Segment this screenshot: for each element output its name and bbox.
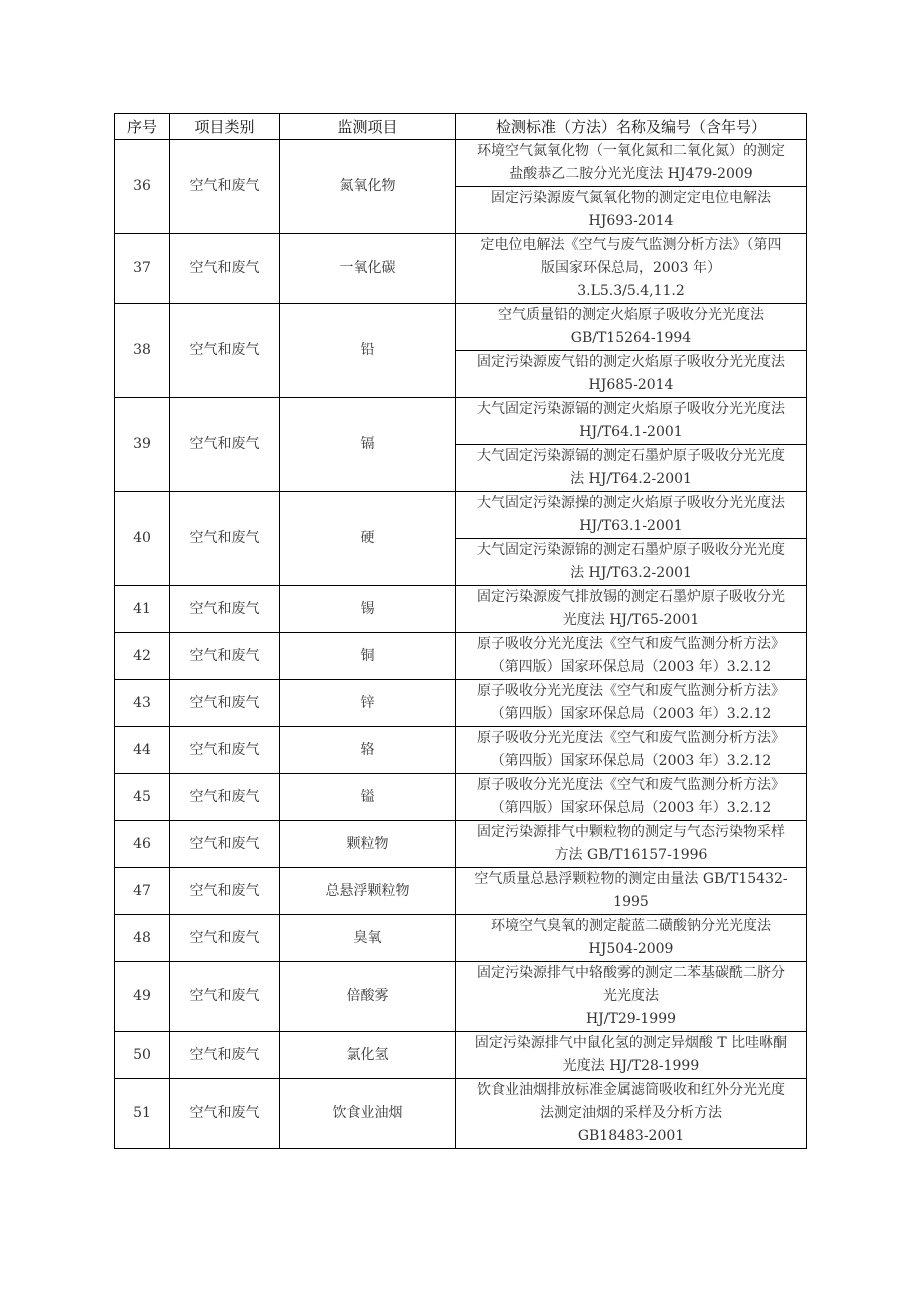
row-item: 镉: [280, 398, 456, 492]
row-number: 46: [115, 821, 170, 868]
standard-line: 大气固定污染源锦的测定石墨炉原子吸收分光光度: [477, 542, 785, 558]
row-category: 空气和废气: [170, 140, 280, 234]
standard-line: HJ/T63.1-2001: [579, 518, 683, 534]
row-standard: [456, 915, 807, 962]
standard-line: GB/T15264-1994: [570, 330, 692, 346]
row-number: 42: [115, 633, 170, 680]
row-category: 空气和废气: [170, 586, 280, 633]
row-item: 锡: [280, 586, 456, 633]
table-row: [115, 1079, 807, 1149]
row-standard: [456, 868, 807, 915]
standard-line: （第四版）国家环保总局（2003 年）3.2.12: [490, 800, 772, 816]
row-standard: [456, 962, 807, 1032]
table-row: [115, 398, 807, 445]
standard-line: 原子吸收分光光度法《空气和废气监测分析方法》: [477, 777, 785, 793]
row-standard: [456, 398, 807, 445]
table-row: [115, 868, 807, 915]
header-standard: 检测标准（方法）名称及编号（含年号）: [456, 114, 807, 140]
row-number: 48: [115, 915, 170, 962]
standard-line: 定电位电解法《空气与废气监测分析方法》（第四: [480, 237, 782, 253]
standard-line: 空气质量铅的测定火焰原子吸收分光光度法: [498, 307, 764, 323]
row-number: 45: [115, 774, 170, 821]
standard-line: 原子吸收分光光度法《空气和废气监测分析方法》: [477, 636, 785, 652]
row-item: 氯化氢: [280, 1032, 456, 1079]
table-row: [115, 727, 807, 774]
row-item: 饮食业油烟: [280, 1079, 456, 1149]
row-category: 空气和废气: [170, 821, 280, 868]
row-category: 空气和废气: [170, 915, 280, 962]
header-row: [115, 114, 807, 140]
row-category: 空气和废气: [170, 774, 280, 821]
standard-line: 大气固定污染源镉的测定石墨炉原子吸收分光光度: [477, 448, 785, 464]
row-standard: [456, 680, 807, 727]
standard-line: 法测定油烟的采样及分析方法: [540, 1105, 722, 1121]
row-category: 空气和废气: [170, 492, 280, 586]
row-standard: [456, 1032, 807, 1079]
row-number: 40: [115, 492, 170, 586]
standard-line: 大气固定污染源操的测定火焰原子吸收分光光度法: [477, 495, 785, 511]
standard-line: 法 HJ/T63.2-2001: [570, 565, 692, 581]
row-category: 空气和废气: [170, 1079, 280, 1149]
standard-line: 饮食业油烟排放标准金属滤筒吸收和红外分光光度: [477, 1082, 785, 1098]
standard-line: 空气质量总悬浮颗粒物的测定由量法 GB/T15432-: [474, 871, 788, 887]
standard-line: HJ/T29-1999: [585, 1011, 677, 1027]
row-number: 39: [115, 398, 170, 492]
standard-line: 固定污染源废气铅的测定火焰原子吸收分光光度法: [477, 354, 785, 370]
table-row: [115, 586, 807, 633]
standard-line: GB18483-2001: [577, 1128, 685, 1144]
standard-line: HJ504-2009: [588, 941, 674, 957]
standard-line: 固定污染源废气氮氧化物的测定定电位电解法: [491, 190, 771, 206]
row-item: 铜: [280, 633, 456, 680]
standard-line: 固定污染源排气中颗粒物的测定与气态污染物采样: [477, 824, 785, 840]
table-row: [115, 234, 807, 304]
row-category: 空气和废气: [170, 962, 280, 1032]
standard-line: 3.L5.3/5.4,11.2: [577, 283, 685, 299]
row-number: 43: [115, 680, 170, 727]
row-standard: [456, 586, 807, 633]
row-number: 47: [115, 868, 170, 915]
row-number: 49: [115, 962, 170, 1032]
standard-line: 方法 GB/T16157-1996: [554, 847, 708, 863]
header-category: 项目类别: [170, 114, 280, 140]
row-item: 氮氧化物: [280, 140, 456, 234]
row-item: 辂: [280, 727, 456, 774]
standard-line: 固定污染源排气中辂酸雾的测定二苯基碳酰二脐分: [477, 965, 785, 981]
standard-line: 盐酸恭乙二胺分光光度法 HJ479-2009: [509, 166, 753, 182]
row-standard: [456, 140, 807, 187]
header-item: 监测项目: [280, 114, 456, 140]
row-number: 44: [115, 727, 170, 774]
table-row: [115, 304, 807, 351]
row-standard: [456, 727, 807, 774]
table-row: [115, 680, 807, 727]
row-category: 空气和废气: [170, 234, 280, 304]
row-item: 臭氧: [280, 915, 456, 962]
standard-line: （第四版）国家环保总局（2003 年）3.2.12: [490, 659, 772, 675]
row-standard: [456, 539, 807, 586]
row-category: 空气和废气: [170, 633, 280, 680]
table-row: [115, 140, 807, 187]
header-no: 序号: [115, 114, 170, 140]
row-standard: [456, 821, 807, 868]
standard-line: （第四版）国家环保总局（2003 年）3.2.12: [490, 753, 772, 769]
table-body: [115, 140, 807, 1149]
table-row: [115, 962, 807, 1032]
row-standard: [456, 187, 807, 234]
standards-table: [114, 113, 807, 1149]
standard-line: 大气固定污染源镉的测定火焰原子吸收分光光度法: [477, 401, 785, 417]
row-item: 铅: [280, 304, 456, 398]
standard-line: 环境空气臭氧的测定靛蓝二磺酸钠分光光度法: [491, 918, 771, 934]
row-number: 36: [115, 140, 170, 234]
standard-line: 固定污染源排气中鼠化氢的测定异烟酸 T 比哇咻酮: [474, 1035, 788, 1051]
table-row: [115, 1032, 807, 1079]
row-item: 硬: [280, 492, 456, 586]
row-number: 50: [115, 1032, 170, 1079]
row-item: 颗粒物: [280, 821, 456, 868]
row-category: 空气和废气: [170, 680, 280, 727]
standard-line: 光光度法: [603, 988, 659, 1004]
row-standard: [456, 304, 807, 351]
row-standard: [456, 234, 807, 304]
row-number: 51: [115, 1079, 170, 1149]
table-row: [115, 492, 807, 539]
table-row: [115, 821, 807, 868]
table-row: [115, 915, 807, 962]
row-category: 空气和废气: [170, 398, 280, 492]
standard-line: 法 HJ/T64.2-2001: [570, 471, 692, 487]
standard-line: 光度法 HJ/T28-1999: [562, 1058, 700, 1074]
standard-line: HJ693-2014: [588, 213, 674, 229]
monitoring-standards-sheet: [114, 113, 807, 1149]
standard-line: 固定污染源废气排放锡的测定石墨炉原子吸收分光: [477, 589, 785, 605]
table-row: [115, 774, 807, 821]
row-item: 锌: [280, 680, 456, 727]
standard-line: 光度法 HJ/T65-2001: [562, 612, 700, 628]
table-row: [115, 633, 807, 680]
standard-line: HJ/T64.1-2001: [579, 424, 683, 440]
row-item: 倍酸雾: [280, 962, 456, 1032]
standard-line: 版国家环保总局，2003 年）: [540, 260, 722, 276]
standard-line: HJ685-2014: [588, 377, 674, 393]
row-item: 总悬浮颗粒物: [280, 868, 456, 915]
row-item: 一氧化碳: [280, 234, 456, 304]
row-standard: [456, 445, 807, 492]
row-category: 空气和废气: [170, 1032, 280, 1079]
row-number: 38: [115, 304, 170, 398]
standard-line: 原子吸收分光光度法《空气和废气监测分析方法》: [477, 730, 785, 746]
row-category: 空气和废气: [170, 727, 280, 774]
standard-line: 原子吸收分光光度法《空气和废气监测分析方法》: [477, 683, 785, 699]
row-standard: [456, 1079, 807, 1149]
row-standard: [456, 774, 807, 821]
row-category: 空气和废气: [170, 868, 280, 915]
row-number: 37: [115, 234, 170, 304]
standard-line: 1995: [613, 894, 649, 910]
standard-line: （第四版）国家环保总局（2003 年）3.2.12: [490, 706, 772, 722]
row-category: 空气和废气: [170, 304, 280, 398]
row-standard: [456, 633, 807, 680]
row-number: 41: [115, 586, 170, 633]
standard-line: 环境空气氮氧化物（一氧化氮和二氧化氮）的测定: [477, 143, 785, 159]
row-standard: [456, 351, 807, 398]
row-standard: [456, 492, 807, 539]
row-item: 镒: [280, 774, 456, 821]
